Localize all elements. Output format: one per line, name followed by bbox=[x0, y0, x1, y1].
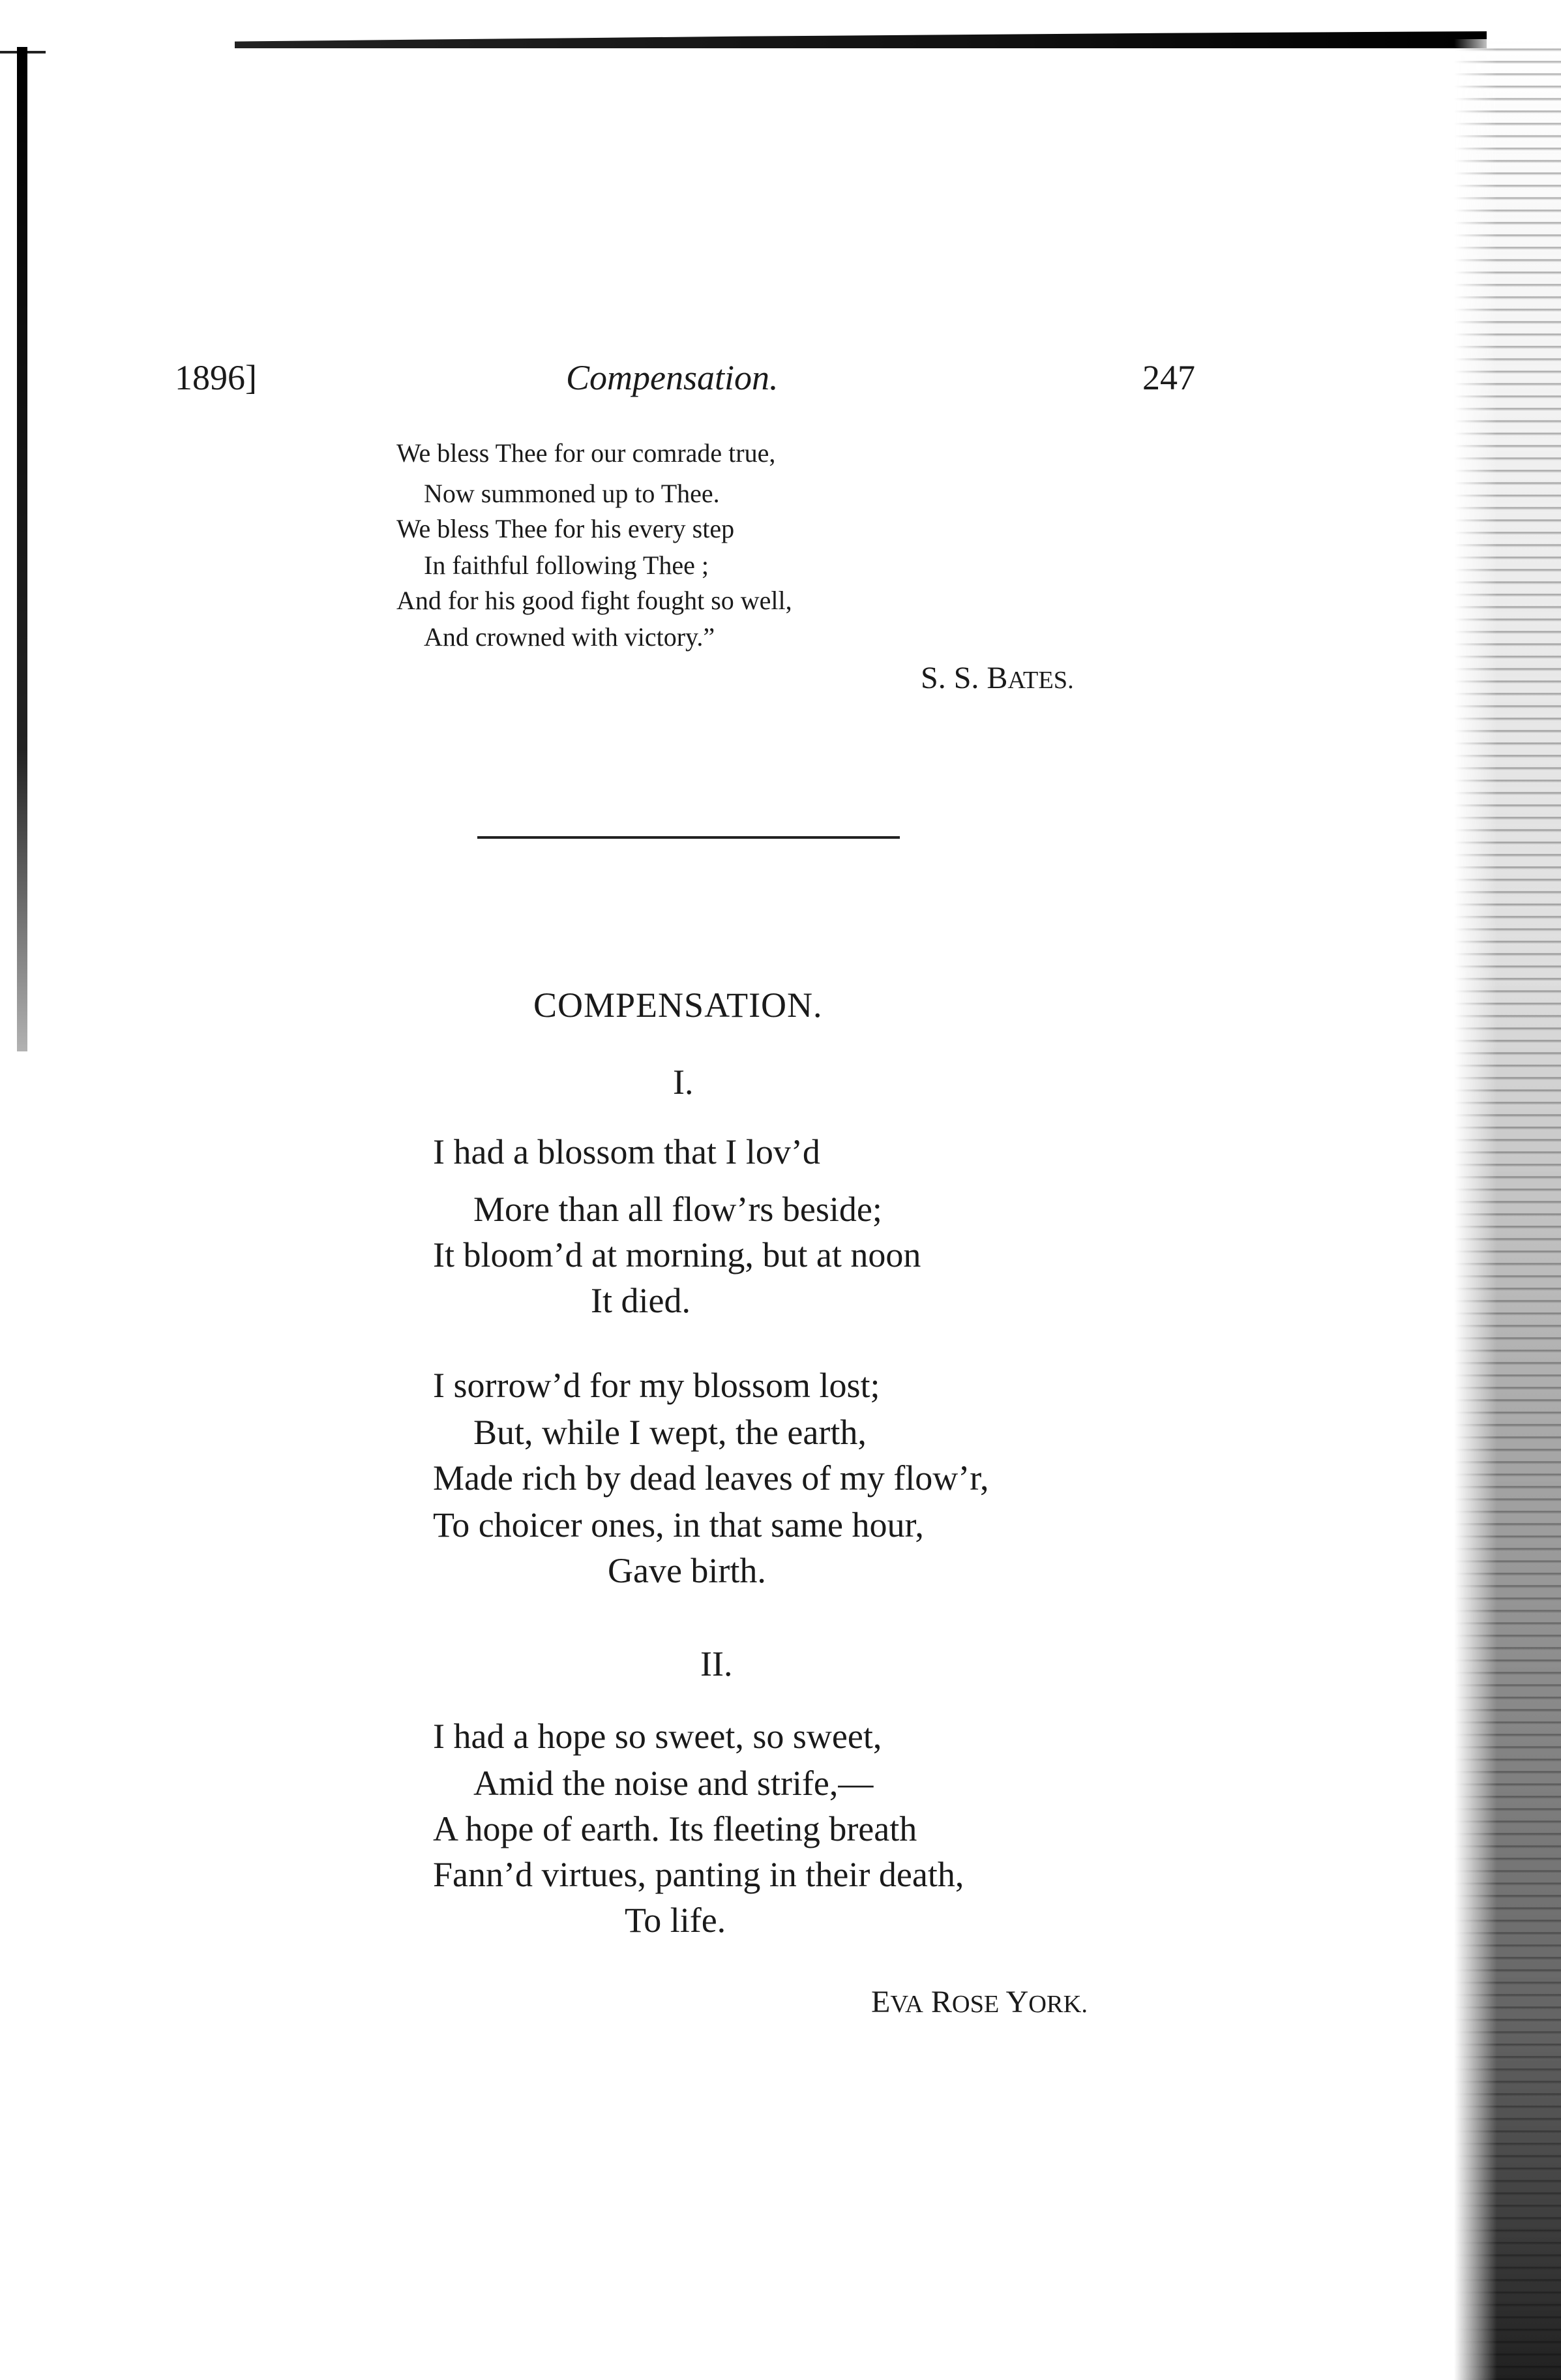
poem-line: Amid the noise and strife,— bbox=[473, 1764, 874, 1803]
poem-line: It died. bbox=[591, 1281, 691, 1320]
scan-edge-right bbox=[1454, 39, 1561, 2380]
section-divider bbox=[477, 836, 900, 839]
poem-line: To choicer ones, in that same hour, bbox=[433, 1505, 924, 1544]
author-part: ORK. bbox=[1028, 1991, 1088, 2018]
signature-initials: S. S. B bbox=[921, 661, 1008, 695]
poem-line: I sorrow’d for my blossom lost; bbox=[433, 1366, 880, 1405]
author-part: R bbox=[923, 1985, 952, 2019]
signature-surname: ATES. bbox=[1007, 667, 1074, 694]
page-number: 247 bbox=[1142, 358, 1195, 397]
section-number: II. bbox=[700, 1644, 733, 1683]
poem-line: Gave birth. bbox=[608, 1551, 766, 1590]
author-part: E bbox=[871, 1985, 891, 2019]
previous-poem-line: We bless Thee for our comrade true, bbox=[396, 438, 776, 468]
running-title: Compensation. bbox=[566, 358, 779, 397]
author-part: VA bbox=[890, 1991, 923, 2018]
header-year: 1896] bbox=[175, 358, 257, 397]
previous-poem-signature bbox=[921, 660, 1074, 696]
poem-line: But, while I wept, the earth, bbox=[473, 1413, 867, 1452]
poem-line: Fann’d virtues, panting in their death, bbox=[433, 1855, 964, 1894]
previous-poem-line: In faithful following Thee ; bbox=[424, 550, 709, 580]
scan-edge-top bbox=[235, 31, 1487, 48]
poem-line: It bloom’d at morning, but at noon bbox=[433, 1235, 921, 1274]
author-part: Y bbox=[999, 1985, 1029, 2019]
scan-edge-left bbox=[17, 47, 27, 1051]
previous-poem-line: Now summoned up to Thee. bbox=[424, 479, 720, 508]
poem-line: A hope of earth. Its fleeting breath bbox=[433, 1809, 917, 1848]
poem-title: COMPENSATION. bbox=[533, 986, 823, 1025]
section-number: I. bbox=[673, 1062, 694, 1102]
poem-line: To life. bbox=[625, 1901, 726, 1940]
previous-poem-line: And crowned with victory.” bbox=[424, 622, 715, 652]
poem-author bbox=[871, 1984, 1088, 2020]
poem-line: Made rich by dead leaves of my flow’r, bbox=[433, 1458, 989, 1498]
poem-line: I had a blossom that I lov’d bbox=[433, 1132, 820, 1171]
poem-line: More than all flow’rs beside; bbox=[473, 1190, 882, 1229]
poem-line: I had a hope so sweet, so sweet, bbox=[433, 1717, 882, 1756]
previous-poem-line: We bless Thee for his every step bbox=[396, 514, 735, 543]
author-part: OSE bbox=[951, 1991, 1000, 2018]
previous-poem-line: And for his good fight fought so well, bbox=[396, 586, 792, 615]
